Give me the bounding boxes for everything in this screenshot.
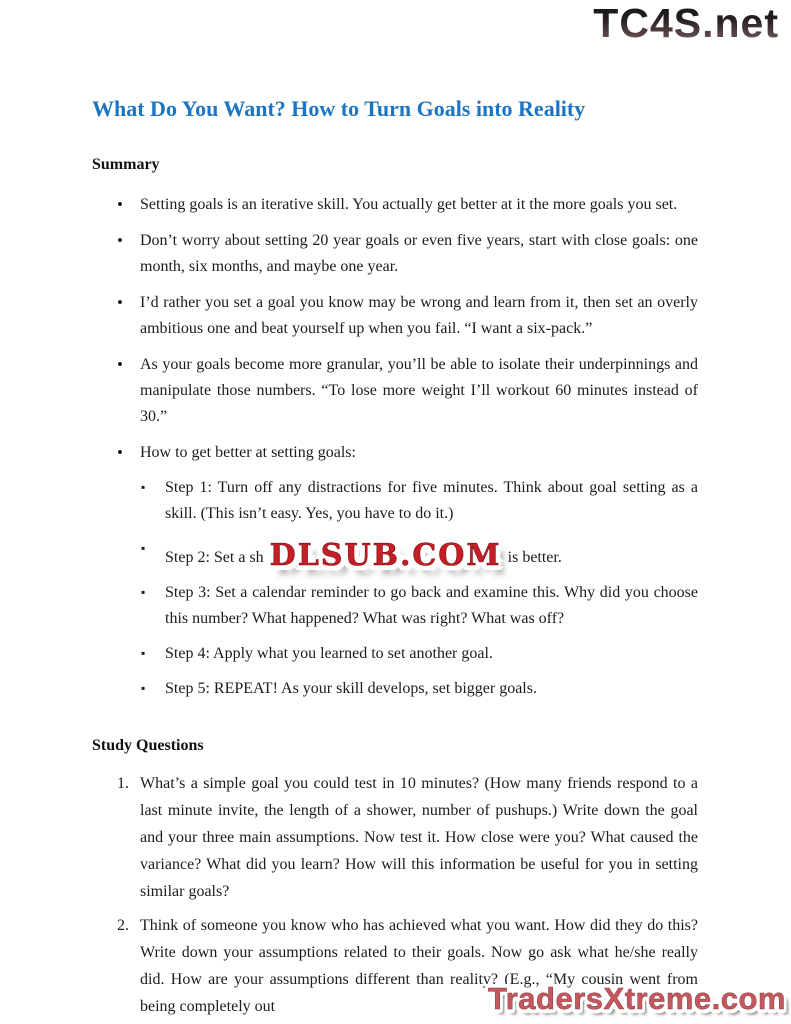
- step2-text-before: Step 2: Set a sh: [165, 549, 264, 566]
- summary-heading: Summary: [92, 156, 160, 173]
- study-questions-heading: Study Questions: [92, 737, 204, 754]
- step-item: ▪ Step 4: Apply what you learned to set another goal.: [140, 641, 698, 667]
- step-item-with-watermark: [140, 536, 698, 571]
- summary-bullet-how-to: [92, 440, 698, 702]
- question-item: Think of someone you know who has achieved what you want. How did they do this? Write down your assumptions related to their goals. Now go ask what he/she really did. How are your assumptions different than reality? (E.g., “My cousin went from being completely out: [140, 917, 698, 1015]
- summary-bullet-list: [92, 192, 698, 702]
- summary-bullet: • As your goals become more granular, you’ll be able to isolate their underpinnings and manipulate those numbers. “To lose more weight I’ll workout 60 minutes instead of 30.”: [92, 352, 698, 430]
- tc4s-logo: TC4S.net: [593, 0, 779, 46]
- step2-text-after: is better.: [507, 549, 562, 566]
- tradersxtreme-logo: TradersXtreme.com: [488, 981, 786, 1016]
- dlsub-watermark: DLSUB.COM: [269, 538, 502, 573]
- step-item: ▪ Step 5: REPEAT! As your skill develops, set bigger goals.: [140, 676, 698, 702]
- summary-bullet: • Don’t worry about setting 20 year goals or even five years, start with close goals: one month, six months, and maybe one year.: [92, 228, 698, 280]
- summary-bullet: • Setting goals is an iterative skill. You actually get better at it the more goals you set.: [92, 192, 698, 218]
- page-title: What Do You Want? How to Turn Goals into Reality: [92, 96, 586, 121]
- steps-list: [140, 475, 698, 702]
- question-item: What’s a simple goal you could test in 10 minutes? (How many friends respond to a last minute invite, the length of a shower, number of pushups.) Write down the goal and your three main assumptions. Now test it. How close were you? What caused the variance? What did you learn? How will this information be useful for you in setting similar goals?: [140, 775, 698, 900]
- document-content: [92, 95, 698, 1024]
- step-item: ▪ Step 3: Set a calendar reminder to go back and examine this. Why did you choose this number? What happened? What was right? What was off?: [140, 580, 698, 632]
- step-item: ▪ Step 1: Turn off any distractions for five minutes. Think about goal setting as a skill. (This isn’t easy. Yes, you have to do it.): [140, 475, 698, 527]
- how-to-label: How to get better at setting goals:: [140, 444, 356, 461]
- summary-bullet: • I’d rather you set a goal you know may be wrong and learn from it, then set an overly ambitious one and beat yourself up when you fail. “I want a six-pack.”: [92, 290, 698, 342]
